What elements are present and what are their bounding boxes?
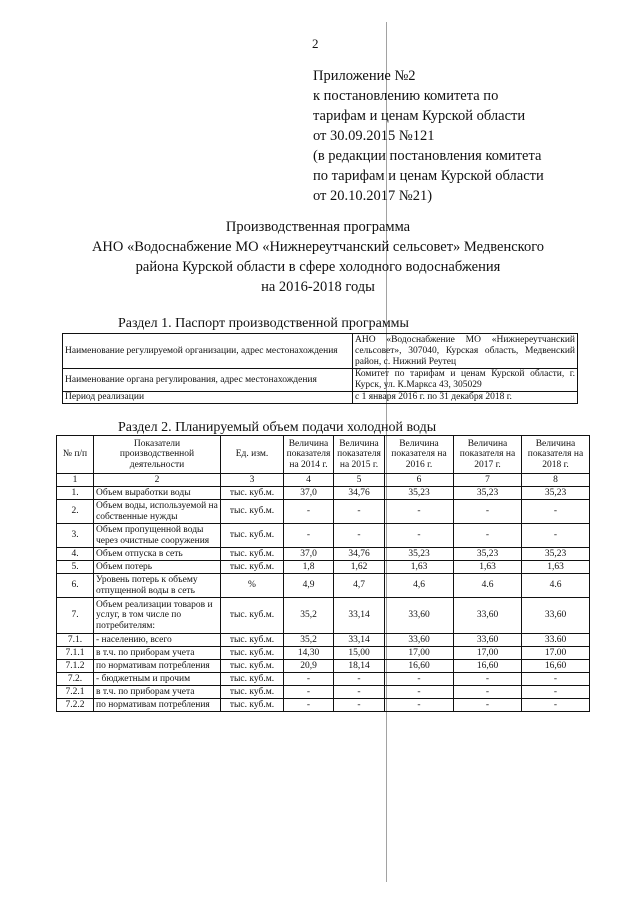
- col-header: Величина показателя на 2018 г.: [522, 436, 590, 474]
- col-header: Величина показателя на 2014 г.: [284, 436, 334, 474]
- value-cell: -: [522, 686, 590, 699]
- row-number: 2.: [57, 500, 94, 524]
- value-cell: -: [522, 500, 590, 524]
- col-number: 7: [454, 474, 522, 487]
- passport-label: Наименование регулируемой организации, адрес местонахождения: [63, 334, 353, 369]
- value-cell: -: [522, 699, 590, 712]
- passport-label: Наименование органа регулирования, адрес местонахождения: [63, 369, 353, 392]
- appendix-line: Приложение №2: [313, 68, 416, 84]
- value-cell: -: [454, 673, 522, 686]
- value-cell: -: [334, 500, 385, 524]
- appendix-line: тарифам и ценам Курской области: [313, 108, 526, 124]
- value-cell: -: [334, 673, 385, 686]
- value-cell: -: [385, 699, 454, 712]
- col-header: № п/п: [57, 436, 94, 474]
- table-row: [57, 561, 590, 574]
- table-row: [63, 334, 578, 369]
- unit-cell: тыс. куб.м.: [221, 673, 284, 686]
- row-number: 1.: [57, 487, 94, 500]
- value-cell: -: [284, 524, 334, 548]
- value-cell: 35,23: [522, 487, 590, 500]
- unit-cell: тыс. куб.м.: [221, 634, 284, 647]
- indicator-name: Объем реализации товаров и услуг, в том числе по потребителям:: [94, 598, 221, 634]
- value-cell: 4.6: [522, 574, 590, 598]
- value-cell: 33,60: [522, 598, 590, 634]
- column-number-row: [57, 474, 590, 487]
- title-line: Производственная программа: [225, 219, 411, 235]
- indicator-name: Уровень потерь к объему отпущенной воды в сеть: [94, 574, 221, 598]
- col-header: Величина показателя на 2017 г.: [454, 436, 522, 474]
- value-cell: 14,30: [284, 647, 334, 660]
- value-cell: -: [385, 500, 454, 524]
- row-number: 7.2.2: [57, 699, 94, 712]
- value-cell: 4,7: [334, 574, 385, 598]
- value-cell: -: [284, 673, 334, 686]
- value-cell: 1,63: [522, 561, 590, 574]
- col-header: Показатели производственной деятельности: [94, 436, 221, 474]
- value-cell: 33,60: [454, 634, 522, 647]
- section1-title: Раздел 1. Паспорт производственной программы: [118, 316, 409, 331]
- passport-value: Комитет по тарифам и ценам Курской области, г. Курск, ул. К.Маркса 43, 305029: [353, 369, 578, 392]
- row-number: 7.: [57, 598, 94, 634]
- value-cell: 35,2: [284, 634, 334, 647]
- unit-cell: тыс. куб.м.: [221, 487, 284, 500]
- value-cell: 17.00: [522, 647, 590, 660]
- value-cell: 37,0: [284, 548, 334, 561]
- table-row: [57, 598, 590, 634]
- table-row: [57, 686, 590, 699]
- col-header: Величина показателя на 2015 г.: [334, 436, 385, 474]
- value-cell: -: [454, 524, 522, 548]
- value-cell: 33,14: [334, 598, 385, 634]
- value-cell: -: [454, 686, 522, 699]
- row-number: 6.: [57, 574, 94, 598]
- value-cell: 4,6: [385, 574, 454, 598]
- value-cell: 35,23: [454, 548, 522, 561]
- table-row: [57, 524, 590, 548]
- value-cell: 34,76: [334, 548, 385, 561]
- value-cell: 20,9: [284, 660, 334, 673]
- value-cell: 33,60: [385, 634, 454, 647]
- table-row: [57, 548, 590, 561]
- value-cell: 35,23: [385, 548, 454, 561]
- unit-cell: тыс. куб.м.: [221, 598, 284, 634]
- value-cell: 35,23: [385, 487, 454, 500]
- indicator-name: Объем потерь: [94, 561, 221, 574]
- page-number: 2: [312, 36, 319, 51]
- program-title: [60, 217, 576, 297]
- value-cell: 17,00: [385, 647, 454, 660]
- value-cell: -: [385, 673, 454, 686]
- table-row: [63, 369, 578, 392]
- value-cell: 33,14: [334, 634, 385, 647]
- value-cell: 4.6: [454, 574, 522, 598]
- value-cell: 35,23: [522, 548, 590, 561]
- unit-cell: тыс. куб.м.: [221, 699, 284, 712]
- unit-cell: тыс. куб.м.: [221, 561, 284, 574]
- volume-table: [56, 435, 590, 712]
- row-number: 3.: [57, 524, 94, 548]
- col-number: 4: [284, 474, 334, 487]
- table-row: [57, 647, 590, 660]
- value-cell: 4,9: [284, 574, 334, 598]
- col-number: 3: [221, 474, 284, 487]
- value-cell: -: [284, 699, 334, 712]
- table-row: [57, 634, 590, 647]
- row-number: 7.1.1: [57, 647, 94, 660]
- unit-cell: %: [221, 574, 284, 598]
- appendix-line: от 20.10.2017 №21): [313, 188, 433, 204]
- value-cell: -: [334, 699, 385, 712]
- value-cell: 18,14: [334, 660, 385, 673]
- col-header: Величина показателя на 2016 г.: [385, 436, 454, 474]
- value-cell: 1,63: [454, 561, 522, 574]
- table-row: [63, 392, 578, 404]
- col-number: 8: [522, 474, 590, 487]
- value-cell: 15,00: [334, 647, 385, 660]
- indicator-name: - населению, всего: [94, 634, 221, 647]
- value-cell: 16,60: [454, 660, 522, 673]
- table-row: [57, 660, 590, 673]
- row-number: 7.1.: [57, 634, 94, 647]
- col-number: 1: [57, 474, 94, 487]
- title-line: АНО «Водоснабжение МО «Нижнереутчанский сельсовет» Медвенского: [91, 239, 545, 255]
- appendix-header: [313, 66, 544, 206]
- volume-table-body: [57, 487, 590, 712]
- unit-cell: тыс. куб.м.: [221, 524, 284, 548]
- value-cell: 33,60: [385, 598, 454, 634]
- table-row: [57, 500, 590, 524]
- passport-value: с 1 января 2016 г. по 31 декабря 2018 г.: [353, 392, 578, 404]
- indicator-name: Объем пропущенной воды через очистные сооружения: [94, 524, 221, 548]
- appendix-line: (в редакции постановления комитета: [313, 148, 542, 164]
- appendix-line: по тарифам и ценам Курской области: [313, 168, 544, 184]
- col-number: 5: [334, 474, 385, 487]
- value-cell: 1,62: [334, 561, 385, 574]
- section2-title: Раздел 2. Планируемый объем подачи холодной воды: [118, 420, 437, 435]
- indicator-name: в т.ч. по приборам учета: [94, 686, 221, 699]
- indicator-name: по нормативам потребления: [94, 660, 221, 673]
- value-cell: 16,60: [385, 660, 454, 673]
- value-cell: -: [334, 524, 385, 548]
- indicator-name: Объем выработки воды: [94, 487, 221, 500]
- unit-cell: тыс. куб.м.: [221, 660, 284, 673]
- table-header-row: [57, 436, 590, 474]
- indicator-name: Объем воды, используемой на собственные нужды: [94, 500, 221, 524]
- value-cell: -: [334, 686, 385, 699]
- passport-value: АНО «Водоснабжение МО «Нижнереутчанский сельсовет», 307040, Курская область, Медвенский район, с. Нижний Реутец: [353, 334, 578, 369]
- value-cell: -: [454, 699, 522, 712]
- value-cell: -: [284, 686, 334, 699]
- value-cell: -: [522, 524, 590, 548]
- indicator-name: в т.ч. по приборам учета: [94, 647, 221, 660]
- value-cell: 33.60: [522, 634, 590, 647]
- indicator-name: по нормативам потребления: [94, 699, 221, 712]
- value-cell: 35,2: [284, 598, 334, 634]
- row-number: 7.2.1: [57, 686, 94, 699]
- appendix-line: от 30.09.2015 №121: [313, 128, 435, 144]
- indicator-name: - бюджетным и прочим: [94, 673, 221, 686]
- value-cell: -: [284, 500, 334, 524]
- value-cell: -: [385, 686, 454, 699]
- unit-cell: тыс. куб.м.: [221, 647, 284, 660]
- unit-cell: тыс. куб.м.: [221, 548, 284, 561]
- value-cell: 33,60: [454, 598, 522, 634]
- appendix-line: к постановлению комитета по: [313, 88, 499, 104]
- row-number: 5.: [57, 561, 94, 574]
- row-number: 7.2.: [57, 673, 94, 686]
- value-cell: -: [522, 673, 590, 686]
- table-row: [57, 699, 590, 712]
- title-line: района Курской области в сфере холодного водоснабжения: [135, 259, 501, 275]
- value-cell: 1,8: [284, 561, 334, 574]
- passport-label: Период реализации: [63, 392, 353, 404]
- value-cell: 34,76: [334, 487, 385, 500]
- row-number: 7.1.2: [57, 660, 94, 673]
- table-row: [57, 487, 590, 500]
- passport-table: [62, 333, 578, 404]
- value-cell: 17,00: [454, 647, 522, 660]
- unit-cell: тыс. куб.м.: [221, 500, 284, 524]
- indicator-name: Объем отпуска в сеть: [94, 548, 221, 561]
- unit-cell: тыс. куб.м.: [221, 686, 284, 699]
- value-cell: -: [454, 500, 522, 524]
- col-number: 2: [94, 474, 221, 487]
- value-cell: 16,60: [522, 660, 590, 673]
- table-row: [57, 673, 590, 686]
- table-row: [57, 574, 590, 598]
- value-cell: -: [385, 524, 454, 548]
- value-cell: 37,0: [284, 487, 334, 500]
- value-cell: 1,63: [385, 561, 454, 574]
- row-number: 4.: [57, 548, 94, 561]
- title-line: на 2016-2018 годы: [261, 279, 375, 295]
- col-number: 6: [385, 474, 454, 487]
- col-header: Ед. изм.: [221, 436, 284, 474]
- value-cell: 35,23: [454, 487, 522, 500]
